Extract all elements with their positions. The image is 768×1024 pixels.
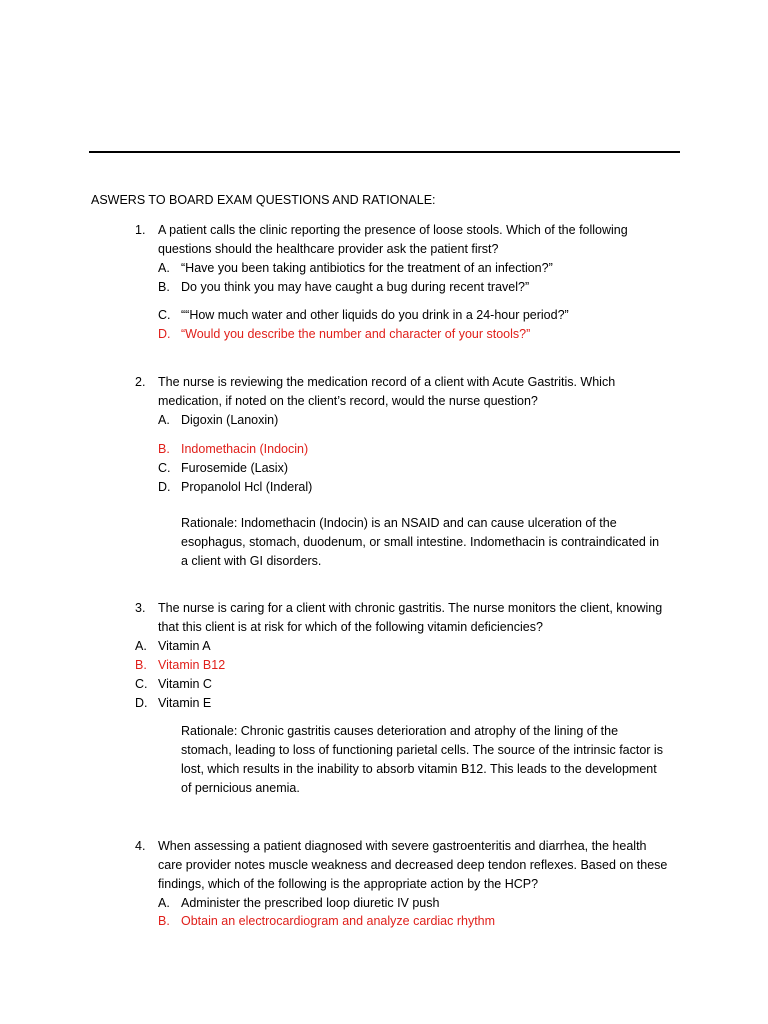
- option-text: Vitamin E: [158, 696, 212, 710]
- correct-option-text: Indomethacin (Indocin): [181, 442, 309, 456]
- option-letter: C.: [158, 308, 171, 322]
- question-number: 3.: [135, 601, 146, 615]
- correct-option-text: Vitamin B12: [158, 658, 226, 672]
- question-text-line: questions should the healthcare provider ask the patient first?: [158, 242, 499, 256]
- rationale-line: lost, which results in the inability to absorb vitamin B12. This leads to the development: [181, 762, 657, 776]
- header-rule: [89, 151, 680, 153]
- question-text-line: care provider notes muscle weakness and decreased deep tendon reflexes. Based on these: [158, 858, 668, 872]
- question-text-line: medication, if noted on the client’s record, would the nurse question?: [158, 394, 538, 408]
- question-text-line: The nurse is caring for a client with chronic gastritis. The nurse monitors the client, knowing: [158, 601, 663, 615]
- rationale-line: a client with GI disorders.: [181, 554, 322, 568]
- rationale-line: esophagus, stomach, duodenum, or small intestine. Indomethacin is contraindicated in: [181, 535, 660, 549]
- correct-option-letter: B.: [158, 914, 170, 928]
- correct-option-letter: D.: [158, 327, 171, 341]
- option-letter: A.: [158, 896, 170, 910]
- rationale-line: Rationale: Chronic gastritis causes deterioration and atrophy of the lining of the: [181, 724, 619, 738]
- correct-option-letter: B.: [158, 442, 170, 456]
- question-text-line: The nurse is reviewing the medication record of a client with Acute Gastritis. Which: [158, 375, 616, 389]
- option-text: Vitamin C: [158, 677, 212, 691]
- option-text: Vitamin A: [158, 639, 211, 653]
- option-letter: A.: [158, 413, 170, 427]
- option-letter: A.: [158, 261, 170, 275]
- question-number: 4.: [135, 839, 146, 853]
- option-text: Propanolol Hcl (Inderal): [181, 480, 313, 494]
- option-text: Administer the prescribed loop diuretic IV push: [181, 896, 440, 910]
- option-text: Digoxin (Lanoxin): [181, 413, 279, 427]
- option-letter: D.: [158, 480, 171, 494]
- option-letter: D.: [135, 696, 148, 710]
- question-number: 1.: [135, 223, 146, 237]
- question-text-line: When assessing a patient diagnosed with severe gastroenteritis and diarrhea, the health: [158, 839, 647, 853]
- rationale-line: stomach, leading to loss of functioning parietal cells. The source of the intrinsic factor is: [181, 743, 663, 757]
- page-heading: ASWERS TO BOARD EXAM QUESTIONS AND RATIONALE:: [91, 193, 436, 207]
- option-text: Furosemide (Lasix): [181, 461, 288, 475]
- question-text-line: that this client is at risk for which of the following vitamin deficiencies?: [158, 620, 543, 634]
- rationale-line: of pernicious anemia.: [181, 781, 300, 795]
- option-text: ““How much water and other liquids do you drink in a 24-hour period?”: [181, 308, 569, 322]
- question-text-line: A patient calls the clinic reporting the presence of loose stools. Which of the following: [158, 223, 628, 237]
- option-letter: B.: [158, 280, 170, 294]
- question-number: 2.: [135, 375, 146, 389]
- option-letter: C.: [135, 677, 148, 691]
- rationale-line: Rationale: Indomethacin (Indocin) is an NSAID and can cause ulceration of the: [181, 516, 617, 530]
- correct-option-text: Obtain an electrocardiogram and analyze cardiac rhythm: [181, 914, 496, 928]
- option-letter: A.: [135, 639, 147, 653]
- option-text: “Have you been taking antibiotics for the treatment of an infection?”: [181, 261, 553, 275]
- question-text-line: findings, which of the following is the appropriate action by the HCP?: [158, 877, 539, 891]
- option-text: Do you think you may have caught a bug during recent travel?”: [181, 280, 530, 294]
- correct-option-text: “Would you describe the number and character of your stools?”: [181, 327, 531, 341]
- option-letter: C.: [158, 461, 171, 475]
- correct-option-letter: B.: [135, 658, 147, 672]
